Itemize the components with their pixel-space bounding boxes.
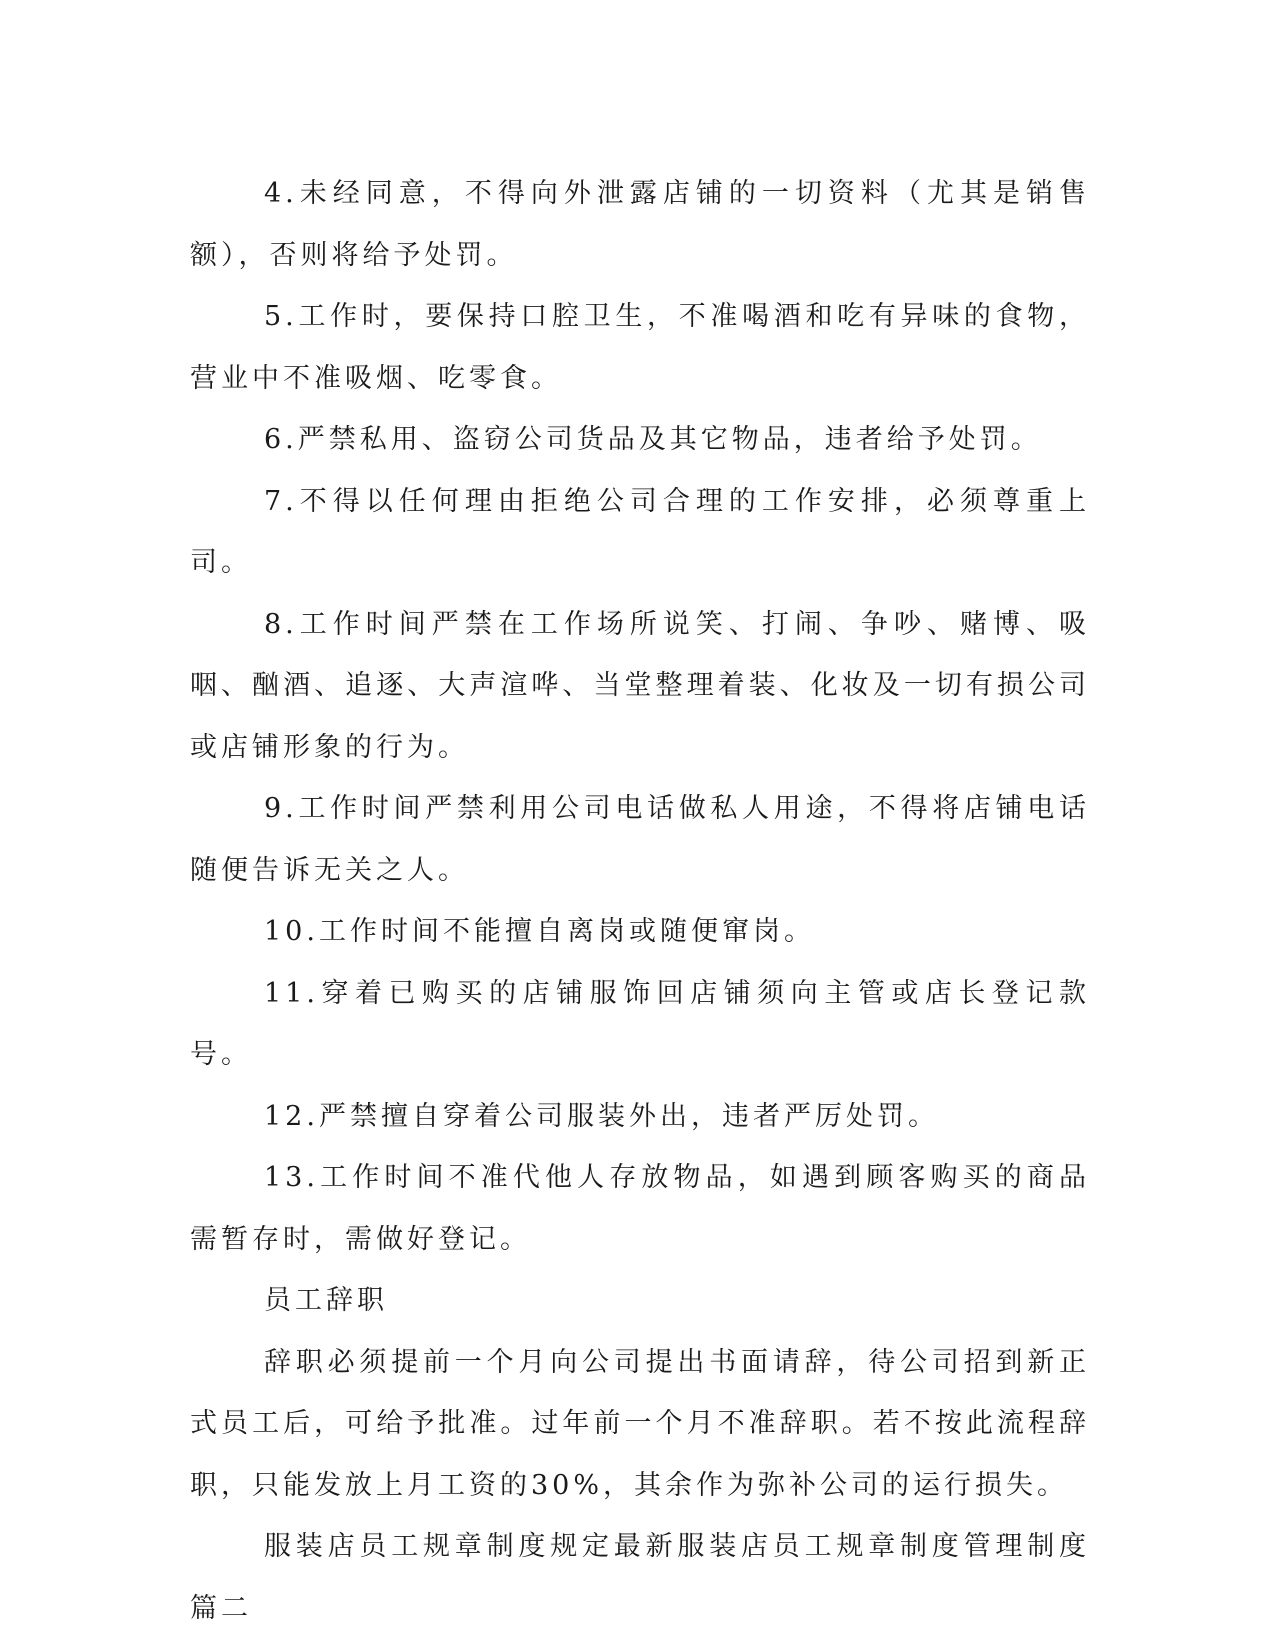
rule-7-paragraph: 7.不得以任何理由拒绝公司合理的工作安排，必须尊重上司。 xyxy=(190,485,1090,578)
section-heading-resignation: 员工辞职 xyxy=(264,1285,388,1316)
rule-10-paragraph: 10.工作时间不能擅自离岗或随便窜岗。 xyxy=(264,916,815,947)
rule-4-paragraph: 4.未经同意，不得向外泄露店铺的一切资料（尤其是销售额），否则将给予处罚。 xyxy=(190,178,1090,271)
rule-9-paragraph: 9.工作时间严禁利用公司电话做私人用途，不得将店铺电话随便告诉无关之人。 xyxy=(190,793,1090,886)
document-page xyxy=(190,163,1090,1639)
resignation-paragraph: 辞职必须提前一个月向公司提出书面请辞，待公司招到新正式员工后，可给予批准。过年前一个月不准辞职。若不按此流程辞职，只能发放上月工资的30%，其余作为弥补公司的运行损失。 xyxy=(190,1346,1090,1501)
rule-6-paragraph: 6.严禁私用、盗窃公司货品及其它物品，违者给予处罚。 xyxy=(264,424,1042,455)
rule-11-paragraph: 11.穿着已购买的店铺服饰回店铺须向主管或店长登记款号。 xyxy=(190,977,1090,1070)
rule-13-paragraph: 13.工作时间不准代他人存放物品，如遇到顾客购买的商品需暂存时，需做好登记。 xyxy=(190,1162,1090,1255)
rule-8-paragraph: 8.工作时间严禁在工作场所说笑、打闹、争吵、赌博、吸咽、酗酒、追逐、大声渲哗、当堂整理着装、化妆及一切有损公司或店铺形象的行为。 xyxy=(190,608,1090,763)
rule-12-paragraph: 12.严禁擅自穿着公司服装外出，违者严厉处罚。 xyxy=(264,1100,939,1132)
rule-5-paragraph: 5.工作时，要保持口腔卫生，不准喝酒和吃有异味的食物，营业中不准吸烟、吃零食。 xyxy=(190,301,1090,394)
next-section-title: 服装店员工规章制度规定最新服装店员工规章制度管理制度篇二 xyxy=(190,1531,1090,1624)
